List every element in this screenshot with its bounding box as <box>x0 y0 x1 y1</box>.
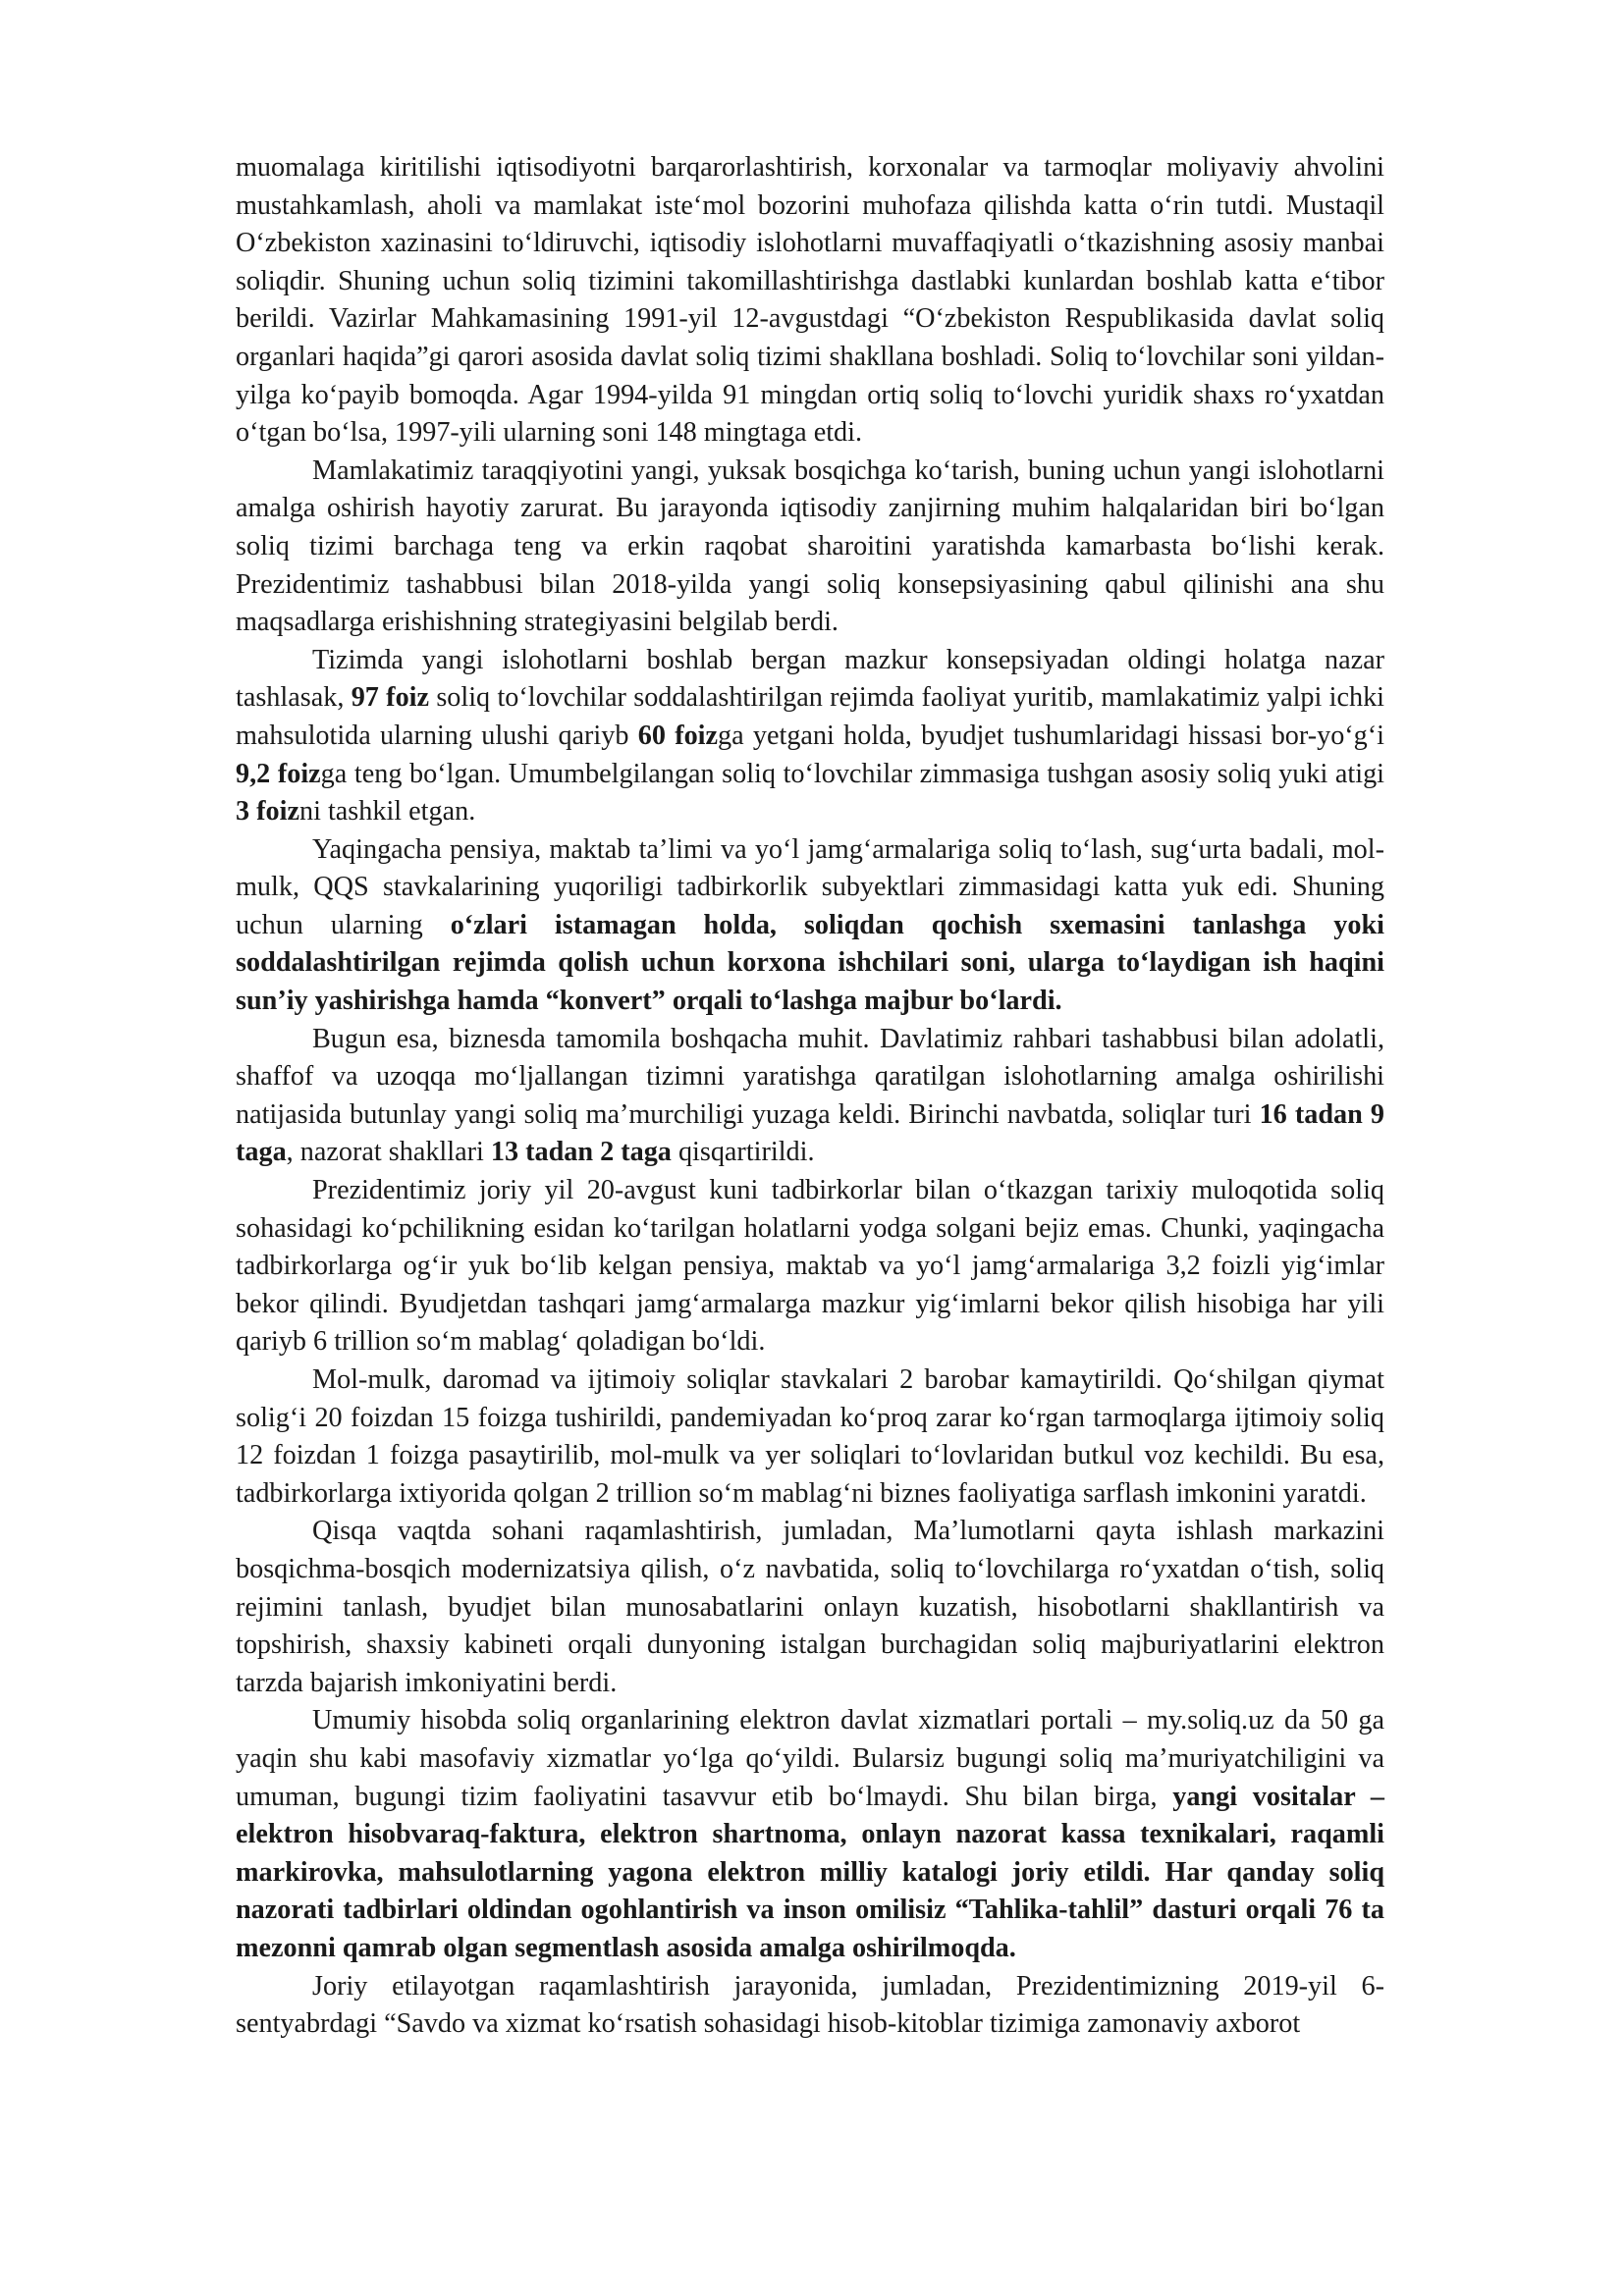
bold-text: 16 tadan 9 taga <box>236 1098 1384 1168</box>
text-run: qisqartirildi. <box>671 1137 815 1168</box>
bold-text: 13 tadan 2 taga <box>490 1137 672 1168</box>
paragraph <box>236 1021 1384 1172</box>
text-run: Qisqa vaqtda sohani raqamlashtirish, jumladan, Ma’lumotlarni qayta ishlash markazini bosqichma-bosqich modernizatsiya qilish, o‘z navbatida, soliq to‘lovchilarga ro‘yxatdan o‘tish, soliq rejimini tanlash, byudjet bilan munosabatlarini onlayn kuzatish, hisobotlarni shakllantirish va topshirish, shaxsiy kabineti orqali dunyoning istalgan burchagidan soliq majburiyatlarini elektron tarzda bajarish imkoniyatini berdi. <box>236 1516 1384 1698</box>
text-run: Mamlakatimiz taraqqiyotini yangi, yuksak bosqichga ko‘tarish, buning uchun yangi islohotlarni amalga oshirish hayotiy zarurat. Bu jarayonda iqtisodiy zanjirning muhim halqalaridan biri bo‘lgan soliq tizimi barchaga teng va erkin raqobat sharoitini yaratishda kamarbasta bo‘lishi kerak. Prezidentimiz tashabbusi bilan 2018-yilda yangi soliq konsepsiyasining qabul qilinishi ana shu maqsadlarga erishishning strategiyasini belgilab berdi. <box>236 454 1384 638</box>
paragraph <box>236 642 1384 831</box>
text-run: Mol-mulk, daromad va ijtimoiy soliqlar stavkalari 2 barobar kamaytirildi. Qo‘shilgan qiymat solig‘i 20 foizdan 15 foizga tushirildi, pandemiyadan ko‘proq zarar ko‘rgan tarmoqlarga ijtimoiy soliq 12 foizdan 1 foizga pasaytirilib, mol-mulk va yer soliqlari to‘lovlaridan butkul voz kechildi. Bu esa, tadbirkorlarga ixtiyorida qolgan 2 trillion so‘m mablag‘ni biznes faoliyatiga sarflash imkonini yaratdi. <box>236 1364 1384 1509</box>
paragraph <box>236 1513 1384 1702</box>
paragraph <box>236 149 1384 453</box>
bold-text: 97 foiz <box>351 682 430 714</box>
document-body <box>236 149 1384 2044</box>
text-run: , nazorat shakllari <box>286 1137 491 1168</box>
bold-text: 9,2 foiz <box>236 758 321 789</box>
text-run: Bugun esa, biznesda tamomila boshqacha muhit. Davlatimiz rahbari tashabbusi bilan adolatli, shaffof va uzoqqa mo‘ljallangan tizimni yaratishga qaratilgan islohotlarning amalga oshirilishi natijasida butunlay yangi soliq ma’murchiligi yuzaga keldi. Birinchi navbatda, soliqlar turi <box>236 1023 1384 1130</box>
paragraph <box>236 1172 1384 1362</box>
text-run: ni tashkil etgan. <box>298 796 476 828</box>
paragraph <box>236 1362 1384 1513</box>
text-run: Umumiy hisobda soliq organlarining elektron davlat xizmatlari portali – my.soliq.uz da 50 ga yaqin shu kabi masofaviy xizmatlar yo‘lga qo‘yildi. Bularsiz bugungi soliq ma’muriyatchiligini va umuman, bugungi tizim faoliyatini tasavvur etib bo‘lmaydi. Shu bilan birga, <box>236 1705 1384 1812</box>
paragraph <box>236 1702 1384 1967</box>
bold-text: 3 foiz <box>236 796 299 828</box>
text-run: muomalaga kiritilishi iqtisodiyotni barqarorlashtirish, korxonalar va tarmoqlar moliyaviy ahvolini mustahkamlash, aholi va mamlakat iste‘mol bozorini muhofaza qilishda katta o‘rin tutdi. Mustaqil O‘zbekiston xazinasini to‘ldiruvchi, iqtisodiy islohotlarni muvaffaqiyatli o‘tkazishning asosiy manbai soliqdir. Shuning uchun soliq tizimini takomillashtirishga dastlabki kunlardan boshlab katta e‘tibor berildi. Vazirlar Mahkamasining 1991-yil 12-avgustdagi “O‘zbekiston Respublikasida davlat soliq organlari haqida”gi qarori asosida davlat soliq tizimi shakllana boshladi. Soliq to‘lovchilar soni yildan-yilga ko‘payib bomoqda. Agar 1994-yilda 91 mingdan ortiq soliq to‘lovchi yuridik shaxs ro‘yxatdan o‘tgan bo‘lsa, 1997-yili ularning soni 148 mingtaga etdi. <box>236 152 1384 449</box>
paragraph <box>236 831 1384 1021</box>
text-run: ga yetgani holda, byudjet tushumlaridagi hissasi bor-yo‘g‘i <box>718 720 1384 751</box>
bold-text: yangi vositalar – elektron hisobvaraq-faktura, elektron shartnoma, onlayn nazorat kassa texnikalari, raqamli markirovka, mahsulotlarning yagona elektron milliy katalogi joriy etildi. Har qanday soliq nazorati tadbirlari oldindan ogohlantirish va inson omilisiz “Tahlika-tahlil” dasturi orqali 76 ta mezonni qamrab olgan segmentlash asosida amalga oshirilmoqda. <box>236 1781 1384 1963</box>
paragraph <box>236 453 1384 642</box>
text-run: Yaqingacha pensiya, maktab ta’limi va yo‘l jamg‘armalariga soliq to‘lash, sug‘urta badali, mol-mulk, QQS stavkalarining yuqoriligi tadbirkorlik subyektlari zimmasidagi katta yuk edi. Shuning uchun ularning <box>236 833 1384 940</box>
bold-text: 60 foiz <box>637 720 719 751</box>
text-run: soliq to‘lovchilar soddalashtirilgan rejimda faoliyat yuritib, mamlakatimiz yalpi ichki mahsulotida ularning ulushi qariyb <box>236 682 1385 751</box>
bold-text: o‘zlari istamagan holda, soliqdan qochish sxemasini tanlashga yoki soddalashtirilgan rejimda qolish uchun korxona ishchilari soni, ularga to‘laydigan ish haqini sun’iy yashirishga hamda “konvert” orqali to‘lashga majbur bo‘lardi. <box>236 909 1385 1017</box>
text-run: Tizimda yangi islohotlarni boshlab bergan mazkur konsepsiyadan oldingi holatga nazar tashlasak, <box>236 644 1384 714</box>
text-run: ga teng bo‘lgan. Umumbelgilangan soliq to‘lovchilar zimmasiga tushgan asosiy soliq yuki atigi <box>320 758 1384 789</box>
paragraph <box>236 1968 1384 2044</box>
text-run: Prezidentimiz joriy yil 20-avgust kuni tadbirkorlar bilan o‘tkazgan tarixiy muloqotida soliq sohasidagi ko‘pchilikning esidan ko‘tarilgan holatlarni yodga solgani bejiz emas. Chunki, yaqingacha tadbirkorlarga og‘ir yuk bo‘lib kelgan pensiya, maktab va yo‘l jamg‘armalariga 3,2 foizli yig‘imlar bekor qilindi. Byudjetdan tashqari jamg‘armalarga mazkur yig‘imlarni bekor qilish hisobiga har yili qariyb 6 trillion so‘m mablag‘ qoladigan bo‘ldi. <box>236 1175 1384 1358</box>
text-run: Joriy etilayotgan raqamlashtirish jarayonida, jumladan, Prezidentimizning 2019-yil 6-sentyabrdagi “Savdo va xizmat ko‘rsatish sohasidagi hisob-kitoblar tizimiga zamonaviy axborot <box>236 1970 1384 2040</box>
